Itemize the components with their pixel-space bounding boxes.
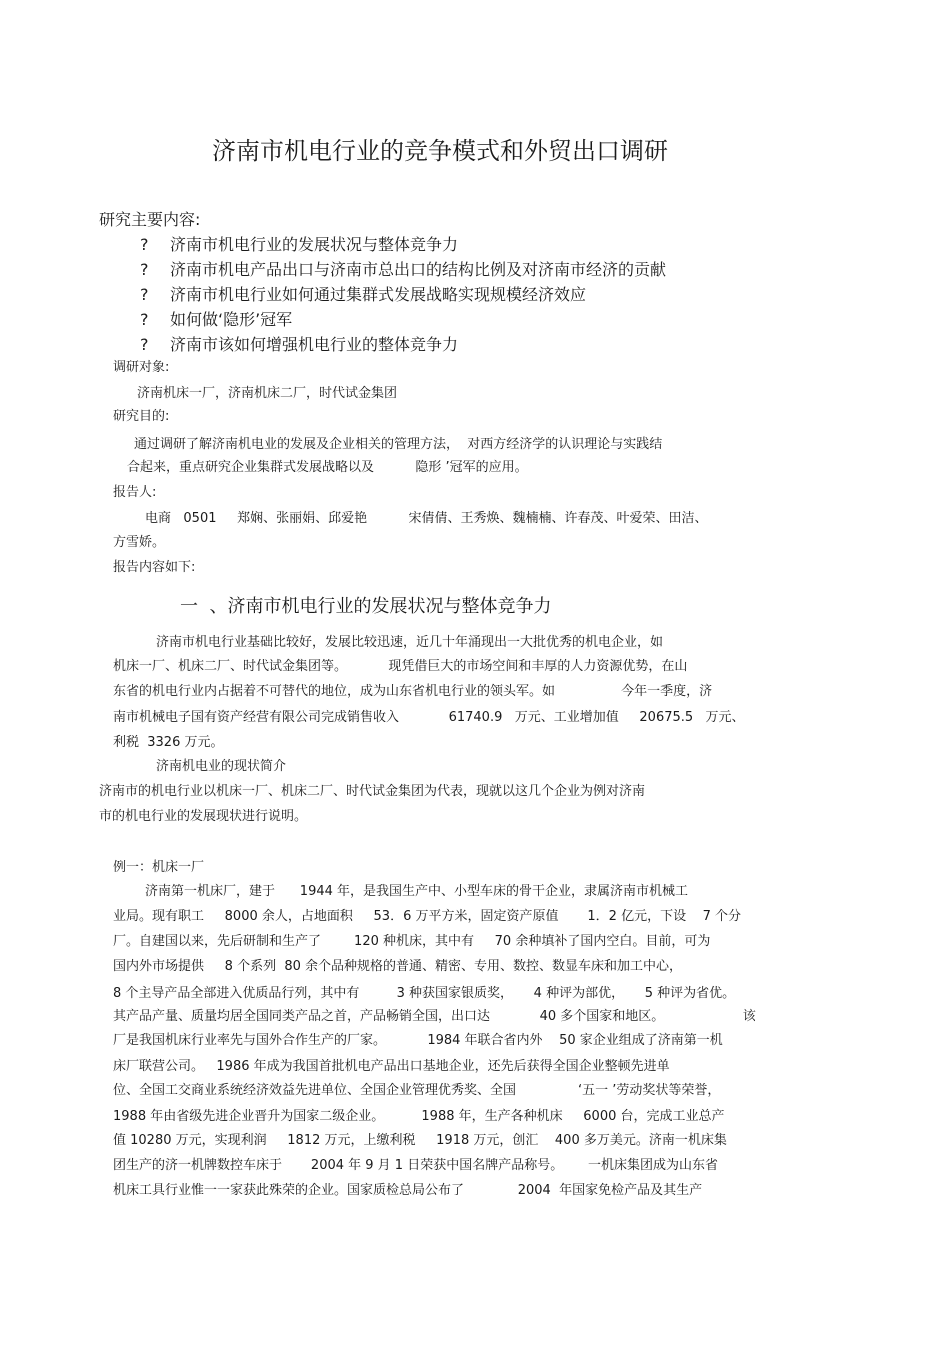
paragraph-line: 东省的机电行业内占据着不可替代的地位，成为山东省机电行业的领头军。如 今年一季度，济	[113, 684, 713, 699]
paragraph-line: 值 10280 万元，实现利润 1812 万元，上缴利税 1918 万元，创汇 400 多万美元。济南一机床集	[113, 1133, 727, 1148]
paragraph-line: 通过调研了解济南机电业的发展及企业相关的管理方法， 对西方经济学的认识理论与实践结	[134, 437, 663, 452]
paragraph-line: 市的机电行业的发展现状进行说明。	[99, 809, 308, 824]
object-text: 济南机床一厂，济南机床二厂，时代试金集团	[137, 386, 398, 401]
paragraph-line: 业局。现有职工 8000 余人，占地面积 53．6 万平方米，固定资产原值 1．2 亿元，下设 7 个分	[113, 909, 742, 924]
bullet-text: 济南市机电产品出口与济南市总出口的结构比例及对济南市经济的贡献	[170, 260, 667, 279]
paragraph-line: 厂是我国机床行业率先与国外合作生产的厂家。 1984 年联合省内外 50 家企业组成了济南第一机	[113, 1033, 723, 1048]
purpose-label: 研究目的:	[113, 409, 170, 424]
paragraph-line: 利税 3326 万元。	[113, 735, 224, 750]
reporter-line: 电商 0501 郑娴、张丽娟、邱爱艳 宋倩倩、王秀焕、魏楠楠、许春茂、叶爱荣、田洁、	[145, 511, 708, 526]
bullet-text: 济南市该如何增强机电行业的整体竞争力	[170, 335, 459, 354]
document-title: 济南市机电行业的竞争模式和外贸出口调研	[212, 137, 668, 165]
content-label: 报告内容如下:	[113, 560, 196, 575]
paragraph-line: 床厂联营公司。 1986 年成为我国首批机电产品出口基地企业，还先后获得全国企业整顿先进单	[113, 1059, 670, 1074]
bullet-marker: ?	[140, 260, 149, 279]
subsection-label: 济南机电业的现状简介	[156, 759, 287, 774]
bullet-marker: ?	[140, 235, 149, 254]
object-label: 调研对象:	[113, 360, 170, 375]
bullet-marker: ?	[140, 335, 149, 354]
paragraph-line: 南市机械电子国有资产经营有限公司完成销售收入 61740.9 万元、工业增加值 20675.5 万元、	[113, 710, 745, 725]
reporter-label: 报告人:	[113, 485, 157, 500]
bullet-item	[140, 310, 292, 330]
section-heading: 一 、济南市机电行业的发展状况与整体竞争力	[180, 596, 552, 617]
bullet-text: 济南市机电行业如何通过集群式发展战略实现规模经济效应	[170, 285, 587, 304]
paragraph-line: 8 个主导产品全部进入优质品行列，其中有 3 种获国家银质奖， 4 种评为部优， 5 种评为省优。	[113, 986, 736, 1001]
paragraph-line: 国内外市场提供 8 个系列 80 余个品种规格的普通、精密、专用、数控、数显车床和加工中心，	[113, 959, 683, 974]
paragraph-line: 其产品产量、质量均居全国同类产品之首，产品畅销全国，出口达 40 多个国家和地区。 该	[113, 1009, 756, 1024]
bullet-item	[140, 235, 458, 255]
paragraph-line: 厂。自建国以来，先后研制和生产了 120 种机床，其中有 70 余种填补了国内空白。目前，可为	[113, 934, 711, 949]
example-label: 例一：机床一厂	[113, 860, 205, 875]
bullet-item	[140, 335, 458, 355]
paragraph-line: 济南市的机电行业以机床一厂、机床二厂、时代试金集团为代表，现就以这几个企业为例对济南	[99, 784, 646, 799]
main-content-label: 研究主要内容:	[99, 210, 201, 229]
paragraph-line: 济南市机电行业基础比较好，发展比较迅速，近几十年涌现出一大批优秀的机电企业，如	[156, 635, 664, 650]
paragraph-line: 位、全国工交商业系统经济效益先进单位、全国企业管理优秀奖、全国 ‘五一 ’劳动奖状等荣誉，	[113, 1083, 721, 1098]
paragraph-line: 济南第一机床厂，建于 1944 年，是我国生产中、小型车床的骨干企业，隶属济南市机械工	[145, 884, 689, 899]
bullet-text: 如何做‘隐形’冠军	[170, 310, 293, 329]
reporter-line: 方雪娇。	[113, 535, 166, 550]
bullet-item	[140, 285, 586, 305]
bullet-marker: ?	[140, 285, 149, 304]
paragraph-line: 1988 年由省级先进企业晋升为国家二级企业。 1988 年，生产各种机床 6000 台，完成工业总产	[113, 1109, 725, 1124]
bullet-item	[140, 260, 666, 280]
bullet-text: 济南市机电行业的发展状况与整体竞争力	[170, 235, 459, 254]
paragraph-line: 机床工具行业惟一一家获此殊荣的企业。国家质检总局公布了 2004 年国家免检产品及其生产	[113, 1183, 703, 1198]
bullet-marker: ?	[140, 310, 149, 329]
paragraph-line: 合起来，重点研究企业集群式发展战略以及 隐形 ’冠军的应用。	[127, 460, 528, 475]
paragraph-line: 机床一厂、机床二厂、时代试金集团等。 现凭借巨大的市场空间和丰厚的人力资源优势，在山	[113, 659, 688, 674]
paragraph-line: 团生产的济一机牌数控车床于 2004 年 9 月 1 日荣获中国名牌产品称号。 一机床集团成为山东省	[113, 1158, 719, 1173]
